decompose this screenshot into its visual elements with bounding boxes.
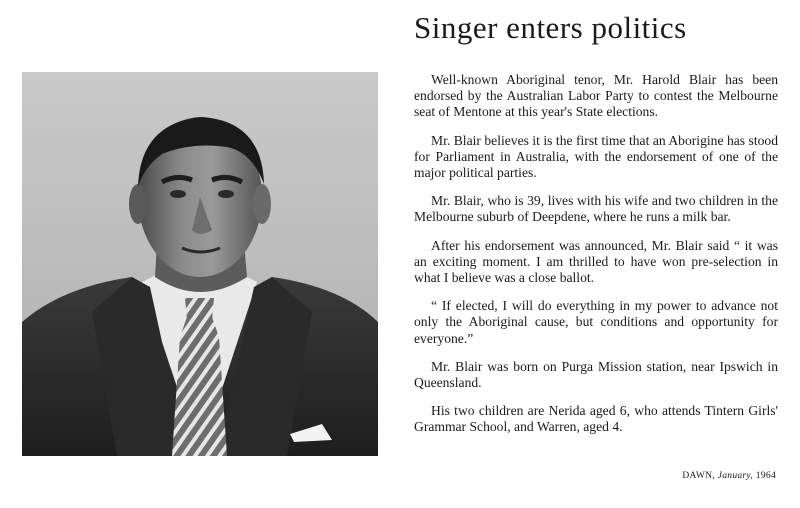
article-paragraph: Well-known Aboriginal tenor, Mr. Harold Blair has been endorsed by the Australian Labor Party to contest the Melbourne seat of Mentone at this year's State elections.: [414, 72, 778, 120]
source-publication: DAWN,: [682, 471, 716, 481]
article-body: [414, 72, 778, 448]
portrait-photo: [22, 72, 378, 456]
article-paragraph: Mr. Blair believes it is the first time that an Aborigine has stood for Parliament in Australia, with the endorsement of one of the major political parties.: [414, 132, 778, 181]
article-paragraph: After his endorsement was announced, Mr. Blair said “ it was an exciting moment. I am thrilled to have won pre-selection in what I believe was a close ballot.: [414, 237, 778, 286]
source-year: 1964: [755, 471, 776, 481]
source-citation: [682, 471, 776, 481]
article-paragraph: “ If elected, I will do everything in my power to advance not only the Aboriginal cause, but conditions and opportunity for everyone.”: [414, 298, 778, 346]
article-title: Singer enters politics: [414, 10, 687, 45]
source-month: January,: [717, 471, 754, 481]
article-paragraph: Mr. Blair, who is 39, lives with his wife and two children in the Melbourne suburb of Deepdene, where he runs a milk bar.: [414, 193, 778, 225]
article-paragraph: His two children are Nerida aged 6, who attends Tintern Girls' Grammar School, and Warren, aged 4.: [414, 403, 778, 435]
article-paragraph: Mr. Blair was born on Purga Mission station, near Ipswich in Queensland.: [414, 358, 778, 391]
